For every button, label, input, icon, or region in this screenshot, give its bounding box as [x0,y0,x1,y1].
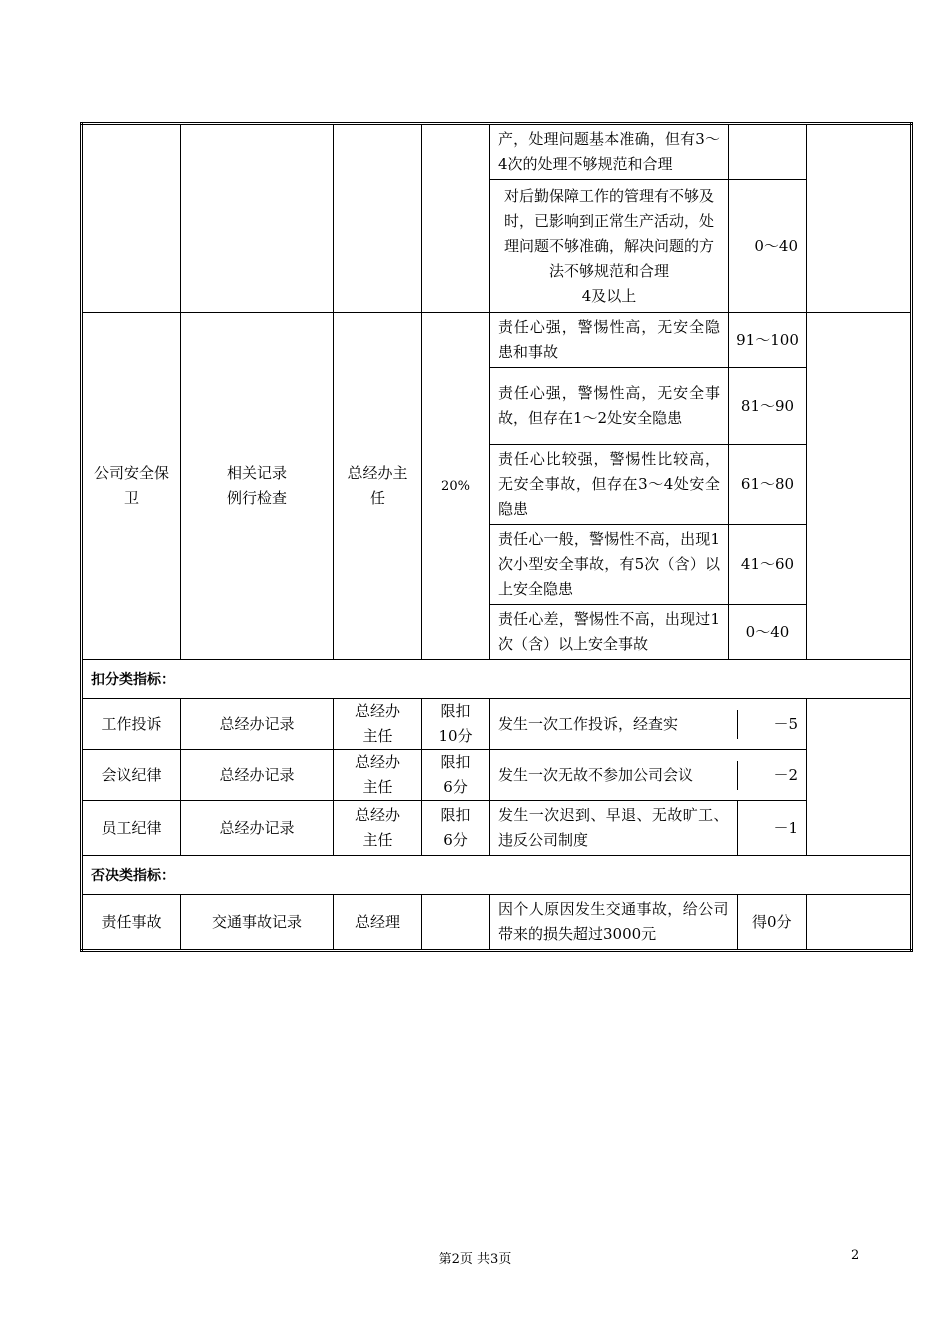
score-range: 0～40 [729,605,807,660]
table-row [82,801,912,856]
assessment-method: 总经办记录 [181,699,334,750]
criteria-text: 责任心差，警惕性不高，出现过1次（含）以上安全事故 [490,605,729,660]
score-range: 41～60 [729,525,807,605]
deduction-score: －1 [773,818,798,837]
assessment-method: 总经办记录 [181,801,334,856]
indicator-name: 工作投诉 [82,699,181,750]
assessor: 总经办主任 [334,699,422,750]
indicator-name: 会议纪律 [82,750,181,801]
criteria-text: 因个人原因发生交通事故，给公司带来的损失超过3000元 [490,895,737,949]
deduction-score: －5 [773,714,798,733]
deduction-limit [422,895,490,951]
score-range: 0～40 [729,180,807,313]
assessor: 总经理 [334,895,422,951]
assessor: 总经办主任 [334,750,422,801]
section-header-row [82,660,912,699]
assessment-method: 相关记录例行检查 [181,313,334,660]
score-range: 91～100 [729,313,807,368]
indicator-name: 责任事故 [82,895,181,951]
veto-section-title: 否决类指标： [82,856,912,895]
criteria-text: 发生一次迟到、早退、无故旷工、违反公司制度 [490,801,737,855]
deduction-limit: 限扣6分 [422,750,490,801]
score-range: 61～80 [729,445,807,525]
assessor: 总经办主任 [334,801,422,856]
criteria-text: 发生一次无故不参加公司会议 [490,761,737,790]
deduction-limit: 限扣10分 [422,699,490,750]
criteria-text: 责任心比较强，警惕性比较高，无安全事故，但存在3～4处安全隐患 [490,445,729,525]
criteria-text: 责任心强，警惕性高，无安全隐患和事故 [490,313,729,368]
table-row [82,895,912,951]
criteria-text: 产，处理问题基本准确，但有3～4次的处理不够规范和合理 [490,124,729,180]
criteria-text: 责任心一般，警惕性不高，出现1次小型安全事故，有5次（含）以上安全隐患 [490,525,729,605]
deduction-score: －2 [773,765,798,784]
page-number: 2 [851,1248,860,1263]
criteria-text: 对后勤保障工作的管理有不够及时，已影响到正常生产活动，处理问题不够准确，解决问题的方法不够规范和合理 4及以上 [490,180,729,313]
indicator-name: 员工纪律 [82,801,181,856]
score-range [729,124,807,180]
assessment-method: 总经办记录 [181,750,334,801]
assessor: 总经办主任 [334,313,422,660]
indicator-name: 公司安全保卫 [82,313,181,660]
criteria-text: 发生一次工作投诉，经查实 [490,710,737,739]
veto-score: 得0分 [751,912,792,931]
deduction-section-title: 扣分类指标： [82,660,912,699]
table-row [82,699,912,750]
criteria-text: 责任心强，警惕性高，无安全事故，但存在1～2处安全隐患 [490,368,729,445]
section-header-row [82,856,912,895]
score-range: 81～90 [729,368,807,445]
assessment-method: 交通事故记录 [181,895,334,951]
deduction-limit: 限扣6分 [422,801,490,856]
page-indicator: 第2页 共3页 [438,1252,512,1267]
table-row [82,313,912,368]
assessment-table [80,122,913,952]
table-row [82,124,912,180]
weight: 20% [422,313,490,660]
table-row [82,750,912,801]
